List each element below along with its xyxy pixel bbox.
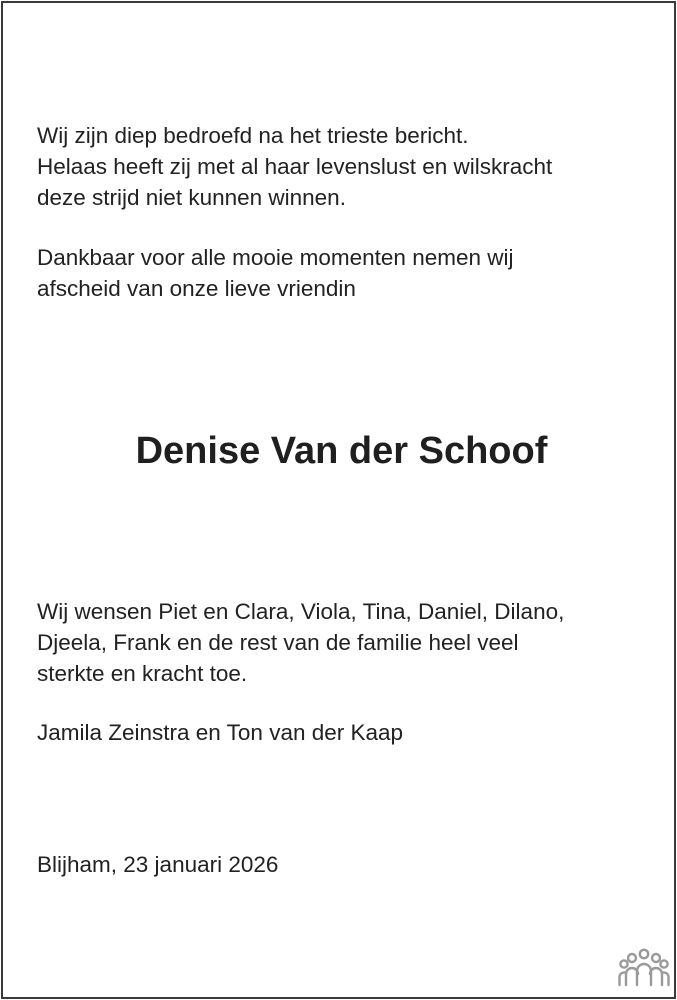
intro-line: deze strijd niet kunnen winnen. <box>37 185 346 210</box>
intro-paragraph <box>37 120 552 213</box>
wishes-paragraph <box>37 596 564 689</box>
announcement-frame <box>1 1 676 999</box>
intro-line: Wij zijn diep bedroefd na het trieste bericht. <box>37 123 469 148</box>
signatories: Jamila Zeinstra en Ton van der Kaap <box>37 720 404 745</box>
farewell-line: Dankbaar voor alle mooie momenten nemen wij <box>37 245 514 270</box>
wishes-line: Djeela, Frank en de rest van de familie heel veel <box>37 630 519 655</box>
wishes-line: sterkte en kracht toe. <box>37 661 248 686</box>
people-group-icon <box>618 947 670 989</box>
farewell-line: afscheid van onze lieve vriendin <box>37 276 356 301</box>
deceased-name: Denise Van der Schoof <box>135 430 548 472</box>
farewell-paragraph <box>37 242 514 304</box>
intro-line: Helaas heeft zij met al haar levenslust en wilskracht <box>37 154 553 179</box>
wishes-line: Wij wensen Piet en Clara, Viola, Tina, Daniel, Dilano, <box>37 599 565 624</box>
place-date: Blijham, 23 januari 2026 <box>37 852 279 877</box>
